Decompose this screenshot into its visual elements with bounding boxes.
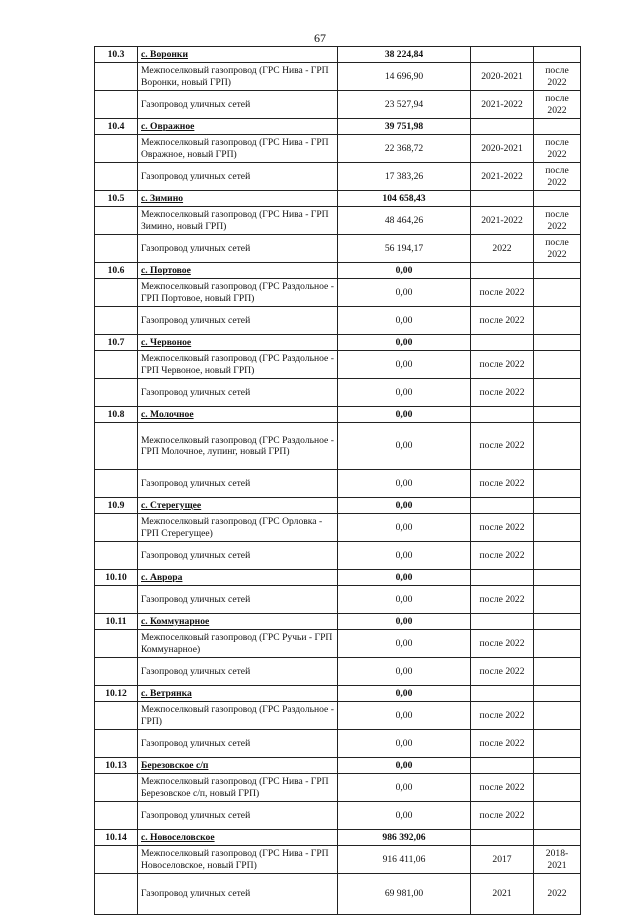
row-number	[95, 135, 138, 163]
row-number: 10.4	[95, 119, 138, 135]
work-description: Межпоселковый газопровод (ГРС Орловка - ГРП Стерегущее)	[138, 514, 338, 542]
work-description: Газопровод уличных сетей	[138, 91, 338, 119]
row-number	[95, 802, 138, 830]
work-description: Межпоселковый газопровод (ГРС Нива - ГРП Березовское с/п, новый ГРП)	[138, 774, 338, 802]
row-number: 10.14	[95, 830, 138, 846]
row-number	[95, 470, 138, 498]
period-end	[534, 423, 581, 470]
period-start	[471, 263, 534, 279]
cost-value: 104 658,43	[338, 191, 471, 207]
period-end: после 2022	[534, 135, 581, 163]
row-number	[95, 630, 138, 658]
cost-value: 0,00	[338, 423, 471, 470]
settlement-name: с. Стерегущее	[138, 498, 338, 514]
row-number	[95, 542, 138, 570]
row-number	[95, 730, 138, 758]
row-number	[95, 307, 138, 335]
row-number: 10.6	[95, 263, 138, 279]
cost-value: 0,00	[338, 686, 471, 702]
period-end	[534, 658, 581, 686]
work-description: Газопровод уличных сетей	[138, 470, 338, 498]
cost-value: 986 392,06	[338, 830, 471, 846]
settlement-name: с. Зимино	[138, 191, 338, 207]
work-description: Газопровод уличных сетей	[138, 542, 338, 570]
period-start	[471, 191, 534, 207]
table-row	[95, 307, 581, 335]
period-end	[534, 119, 581, 135]
row-number	[95, 774, 138, 802]
period-start: 2020-2021	[471, 63, 534, 91]
cost-value: 17 383,26	[338, 163, 471, 191]
row-number: 10.10	[95, 570, 138, 586]
row-number: 10.9	[95, 498, 138, 514]
period-start: после 2022	[471, 379, 534, 407]
period-end	[534, 351, 581, 379]
period-end: после 2022	[534, 63, 581, 91]
page-number: 67	[314, 31, 326, 45]
period-start: 2021-2022	[471, 91, 534, 119]
period-start	[471, 686, 534, 702]
row-number	[95, 163, 138, 191]
table-row	[95, 514, 581, 542]
period-start	[471, 758, 534, 774]
cost-value: 0,00	[338, 514, 471, 542]
cost-value: 22 368,72	[338, 135, 471, 163]
cost-value: 69 981,00	[338, 874, 471, 915]
table-row	[95, 423, 581, 470]
period-start	[471, 498, 534, 514]
section-row	[95, 614, 581, 630]
section-row	[95, 407, 581, 423]
period-start: после 2022	[471, 730, 534, 758]
cost-value: 0,00	[338, 730, 471, 758]
table-row	[95, 163, 581, 191]
work-description: Газопровод уличных сетей	[138, 802, 338, 830]
cost-value: 0,00	[338, 407, 471, 423]
row-number	[95, 91, 138, 119]
cost-value: 48 464,26	[338, 207, 471, 235]
work-description: Межпоселковый газопровод (ГРС Нива - ГРП Зимино, новый ГРП)	[138, 207, 338, 235]
period-end	[534, 686, 581, 702]
table-row	[95, 846, 581, 874]
settlement-name: с. Портовое	[138, 263, 338, 279]
work-description: Газопровод уличных сетей	[138, 163, 338, 191]
period-end	[534, 802, 581, 830]
section-row	[95, 191, 581, 207]
row-number	[95, 658, 138, 686]
section-row	[95, 830, 581, 846]
period-end	[534, 407, 581, 423]
row-number: 10.13	[95, 758, 138, 774]
settlement-name: Березовское с/п	[138, 758, 338, 774]
cost-value: 0,00	[338, 702, 471, 730]
period-end	[534, 514, 581, 542]
row-number	[95, 235, 138, 263]
work-description: Газопровод уличных сетей	[138, 658, 338, 686]
table-row	[95, 542, 581, 570]
period-start	[471, 830, 534, 846]
period-end	[534, 630, 581, 658]
period-end	[534, 614, 581, 630]
row-number	[95, 514, 138, 542]
settlement-name: с. Аврора	[138, 570, 338, 586]
row-number: 10.11	[95, 614, 138, 630]
table-row	[95, 470, 581, 498]
period-start: 2021-2022	[471, 163, 534, 191]
work-description: Межпоселковый газопровод (ГРС Нива - ГРП Овражное, новый ГРП)	[138, 135, 338, 163]
section-row	[95, 570, 581, 586]
period-start: 2017	[471, 846, 534, 874]
table-row	[95, 730, 581, 758]
settlement-name: с. Ветрянка	[138, 686, 338, 702]
cost-value: 0,00	[338, 774, 471, 802]
period-start	[471, 47, 534, 63]
cost-value: 38 224,84	[338, 47, 471, 63]
row-number	[95, 846, 138, 874]
period-start: 2022	[471, 235, 534, 263]
settlement-name: с. Новоселовское	[138, 830, 338, 846]
cost-value: 0,00	[338, 614, 471, 630]
period-start: 2021-2022	[471, 207, 534, 235]
period-start: после 2022	[471, 658, 534, 686]
period-end	[534, 191, 581, 207]
table-row	[95, 91, 581, 119]
row-number	[95, 874, 138, 915]
period-end	[534, 307, 581, 335]
row-number: 10.5	[95, 191, 138, 207]
row-number	[95, 702, 138, 730]
row-number	[95, 379, 138, 407]
period-start	[471, 119, 534, 135]
cost-value: 56 194,17	[338, 235, 471, 263]
period-end	[534, 279, 581, 307]
row-number	[95, 586, 138, 614]
section-row	[95, 263, 581, 279]
period-end	[534, 702, 581, 730]
table-row	[95, 235, 581, 263]
period-end	[534, 379, 581, 407]
table-row	[95, 207, 581, 235]
row-number	[95, 351, 138, 379]
table-row	[95, 658, 581, 686]
period-end	[534, 830, 581, 846]
work-description: Газопровод уличных сетей	[138, 874, 338, 915]
period-end	[534, 730, 581, 758]
period-end	[534, 570, 581, 586]
cost-value: 0,00	[338, 279, 471, 307]
cost-value: 0,00	[338, 586, 471, 614]
table-row	[95, 774, 581, 802]
section-row	[95, 498, 581, 514]
table-row	[95, 630, 581, 658]
row-number	[95, 207, 138, 235]
work-description: Межпоселковый газопровод (ГРС Раздольное - ГРП Портовое, новый ГРП)	[138, 279, 338, 307]
work-description: Газопровод уличных сетей	[138, 307, 338, 335]
period-end: после 2022	[534, 235, 581, 263]
row-number: 10.3	[95, 47, 138, 63]
work-description: Межпоселковый газопровод (ГРС Ручьи - ГРП Коммунарное)	[138, 630, 338, 658]
work-description: Газопровод уличных сетей	[138, 586, 338, 614]
period-end	[534, 47, 581, 63]
gas-pipeline-table	[94, 46, 581, 915]
period-end	[534, 335, 581, 351]
table-row	[95, 702, 581, 730]
settlement-name: с. Червоное	[138, 335, 338, 351]
work-description: Газопровод уличных сетей	[138, 379, 338, 407]
cost-value: 0,00	[338, 542, 471, 570]
settlement-name: с. Овражное	[138, 119, 338, 135]
cost-value: 39 751,98	[338, 119, 471, 135]
row-number	[95, 63, 138, 91]
period-start: после 2022	[471, 542, 534, 570]
row-number	[95, 279, 138, 307]
section-row	[95, 119, 581, 135]
period-start: после 2022	[471, 586, 534, 614]
cost-value: 0,00	[338, 335, 471, 351]
work-description: Межпоселковый газопровод (ГРС Нива - ГРП Воронки, новый ГРП)	[138, 63, 338, 91]
row-number: 10.8	[95, 407, 138, 423]
table-row	[95, 802, 581, 830]
period-start: после 2022	[471, 307, 534, 335]
work-description: Газопровод уличных сетей	[138, 730, 338, 758]
period-start: 2020-2021	[471, 135, 534, 163]
period-start	[471, 614, 534, 630]
period-end	[534, 470, 581, 498]
table-row	[95, 135, 581, 163]
row-number: 10.7	[95, 335, 138, 351]
cost-value: 23 527,94	[338, 91, 471, 119]
cost-value: 0,00	[338, 658, 471, 686]
table-row	[95, 351, 581, 379]
period-end	[534, 498, 581, 514]
period-end: 2018-2021	[534, 846, 581, 874]
period-start	[471, 570, 534, 586]
period-end: после 2022	[534, 91, 581, 119]
cost-value: 0,00	[338, 379, 471, 407]
cost-value: 0,00	[338, 498, 471, 514]
period-start	[471, 407, 534, 423]
period-start: после 2022	[471, 351, 534, 379]
period-end: 2022	[534, 874, 581, 915]
cost-value: 916 411,06	[338, 846, 471, 874]
section-row	[95, 47, 581, 63]
period-start: после 2022	[471, 774, 534, 802]
period-end	[534, 542, 581, 570]
cost-value: 14 696,90	[338, 63, 471, 91]
work-description: Межпоселковый газопровод (ГРС Нива - ГРП Новоселовское, новый ГРП)	[138, 846, 338, 874]
period-end	[534, 263, 581, 279]
cost-value: 0,00	[338, 351, 471, 379]
cost-value: 0,00	[338, 570, 471, 586]
work-description: Газопровод уличных сетей	[138, 235, 338, 263]
work-description: Межпоселковый газопровод (ГРС Раздольное - ГРП Червоное, новый ГРП)	[138, 351, 338, 379]
table-row	[95, 874, 581, 915]
period-end	[534, 774, 581, 802]
cost-value: 0,00	[338, 802, 471, 830]
settlement-name: с. Воронки	[138, 47, 338, 63]
section-row	[95, 758, 581, 774]
row-number: 10.12	[95, 686, 138, 702]
table-body	[95, 47, 581, 915]
work-description: Межпоселковый газопровод (ГРС Раздольное - ГРП)	[138, 702, 338, 730]
cost-value: 0,00	[338, 470, 471, 498]
period-start: после 2022	[471, 514, 534, 542]
period-start: после 2022	[471, 423, 534, 470]
cost-value: 0,00	[338, 263, 471, 279]
table-row	[95, 279, 581, 307]
row-number	[95, 423, 138, 470]
work-description: Межпоселковый газопровод (ГРС Раздольное - ГРП Молочное, лупинг, новый ГРП)	[138, 423, 338, 470]
period-start: после 2022	[471, 802, 534, 830]
period-start: 2021	[471, 874, 534, 915]
period-start: после 2022	[471, 470, 534, 498]
settlement-name: с. Коммунарное	[138, 614, 338, 630]
table-row	[95, 63, 581, 91]
period-start: после 2022	[471, 279, 534, 307]
table-row	[95, 379, 581, 407]
cost-value: 0,00	[338, 630, 471, 658]
section-row	[95, 686, 581, 702]
period-start: после 2022	[471, 630, 534, 658]
period-end: после 2022	[534, 163, 581, 191]
period-end: после 2022	[534, 207, 581, 235]
period-start	[471, 335, 534, 351]
cost-value: 0,00	[338, 758, 471, 774]
period-end	[534, 586, 581, 614]
settlement-name: с. Молочное	[138, 407, 338, 423]
period-end	[534, 758, 581, 774]
table-row	[95, 586, 581, 614]
cost-value: 0,00	[338, 307, 471, 335]
period-start: после 2022	[471, 702, 534, 730]
section-row	[95, 335, 581, 351]
